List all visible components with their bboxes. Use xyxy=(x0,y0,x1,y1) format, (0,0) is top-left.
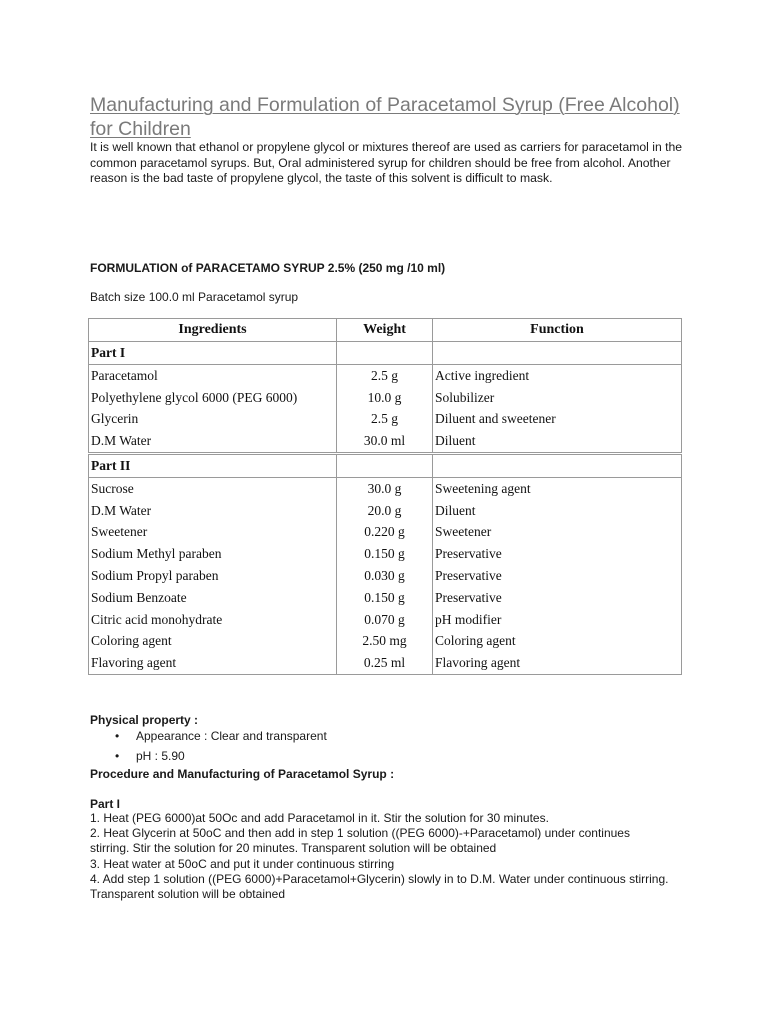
list-item: 2. Heat Glycerin at 50oC and then add in step 1 solution ((PEG 6000)-+Paracetamol) under continues stirring. Stir the solution for 20 minutes. Transparent solution will be obtained xyxy=(90,826,630,856)
list-item: 4. Add step 1 solution ((PEG 6000)+Paracetamol+Glycerin) slowly in to D.M. Water under continuous stirring. Transparent solution will be obtained xyxy=(90,871,669,902)
procedure-heading: Procedure and Manufacturing of Paracetamol Syrup : xyxy=(90,767,395,781)
table-row xyxy=(89,652,682,674)
table-row xyxy=(89,587,682,609)
function-cell: Sweetening agent xyxy=(433,477,682,499)
ingredient-cell: Coloring agent xyxy=(89,630,337,652)
procedure-part-label: Part I xyxy=(90,797,121,811)
ingredient-cell: Flavoring agent xyxy=(89,652,337,674)
header-function: Function xyxy=(433,319,682,342)
physical-property-list xyxy=(90,729,327,769)
function-cell: Flavoring agent xyxy=(433,652,682,674)
table-row xyxy=(89,609,682,631)
physical-property-heading: Physical property : xyxy=(90,713,199,727)
table-row xyxy=(89,630,682,652)
ingredient-cell: Sweetener xyxy=(89,521,337,543)
weight-cell: 2.5 g xyxy=(337,408,433,430)
header-weight: Weight xyxy=(337,319,433,342)
ingredient-cell: Sucrose xyxy=(89,477,337,499)
ingredient-cell: D.M Water xyxy=(89,500,337,522)
weight-cell: 0.25 ml xyxy=(337,652,433,674)
table-row xyxy=(89,477,682,499)
function-cell: pH modifier xyxy=(433,609,682,631)
bullet-icon: • xyxy=(115,749,120,763)
formulation-heading: FORMULATION of PARACETAMO SYRUP 2.5% (250 mg /10 ml) xyxy=(90,261,446,275)
ingredient-cell: Paracetamol xyxy=(89,364,337,386)
ingredient-cell: Citric acid monohydrate xyxy=(89,609,337,631)
table-row xyxy=(89,430,682,453)
table-row xyxy=(89,387,682,409)
weight-cell: 0.070 g xyxy=(337,609,433,631)
weight-cell: 30.0 ml xyxy=(337,430,433,453)
ingredient-cell: D.M Water xyxy=(89,430,337,453)
part-one-row xyxy=(89,342,682,365)
function-cell: Solubilizer xyxy=(433,387,682,409)
bullet-icon: • xyxy=(115,729,120,743)
weight-cell: 2.5 g xyxy=(337,364,433,386)
function-cell: Diluent xyxy=(433,500,682,522)
table-row xyxy=(89,565,682,587)
weight-cell: 0.220 g xyxy=(337,521,433,543)
list-item: 3. Heat water at 50oC and put it under continuous stirring xyxy=(90,856,395,871)
intro-paragraph: It is well known that ethanol or propylene glycol or mixtures thereof are used as carriers for paracetamol in the common paracetamol syrups. But, Oral administered syrup for children should be free from alcohol. Another reason is the bad taste of propylene glycol, the taste of this solvent is difficult to mask. xyxy=(90,140,683,185)
function-cell: Active ingredient xyxy=(433,364,682,386)
weight-cell: 0.030 g xyxy=(337,565,433,587)
ingredient-cell: Polyethylene glycol 6000 (PEG 6000) xyxy=(89,387,337,409)
function-cell: Preservative xyxy=(433,587,682,609)
function-cell: Sweetener xyxy=(433,521,682,543)
list-item xyxy=(90,729,327,749)
table-row xyxy=(89,521,682,543)
table-row xyxy=(89,500,682,522)
ingredient-cell: Glycerin xyxy=(89,408,337,430)
formulation-table xyxy=(88,318,682,675)
weight-cell: 10.0 g xyxy=(337,387,433,409)
ingredient-cell: Sodium Benzoate xyxy=(89,587,337,609)
document-title: Manufacturing and Formulation of Paracetamol Syrup (Free Alcohol) for Children xyxy=(90,94,680,140)
table-header-row xyxy=(89,319,682,342)
weight-cell: 0.150 g xyxy=(337,543,433,565)
batch-size-text: Batch size 100.0 ml Paracetamol syrup xyxy=(90,290,299,304)
function-cell: Diluent and sweetener xyxy=(433,408,682,430)
property-text: Appearance : Clear and transparent xyxy=(136,729,327,743)
property-text: pH : 5.90 xyxy=(136,749,185,763)
list-item: 1. Heat (PEG 6000)at 50Oc and add Paracetamol in it. Stir the solution for 30 minutes. xyxy=(90,811,549,825)
table-row xyxy=(89,408,682,430)
function-cell: Preservative xyxy=(433,543,682,565)
procedure-steps xyxy=(90,811,670,902)
function-cell: Coloring agent xyxy=(433,630,682,652)
part-two-label: Part II xyxy=(89,453,337,477)
function-cell: Preservative xyxy=(433,565,682,587)
part-two-row xyxy=(89,453,682,477)
weight-cell: 30.0 g xyxy=(337,477,433,499)
ingredient-cell: Sodium Methyl paraben xyxy=(89,543,337,565)
ingredient-cell: Sodium Propyl paraben xyxy=(89,565,337,587)
table-row xyxy=(89,364,682,386)
weight-cell: 0.150 g xyxy=(337,587,433,609)
table-row xyxy=(89,543,682,565)
part-one-label: Part I xyxy=(89,342,337,365)
function-cell: Diluent xyxy=(433,430,682,453)
weight-cell: 20.0 g xyxy=(337,500,433,522)
weight-cell: 2.50 mg xyxy=(337,630,433,652)
header-ingredients: Ingredients xyxy=(89,319,337,342)
list-item xyxy=(90,749,327,769)
